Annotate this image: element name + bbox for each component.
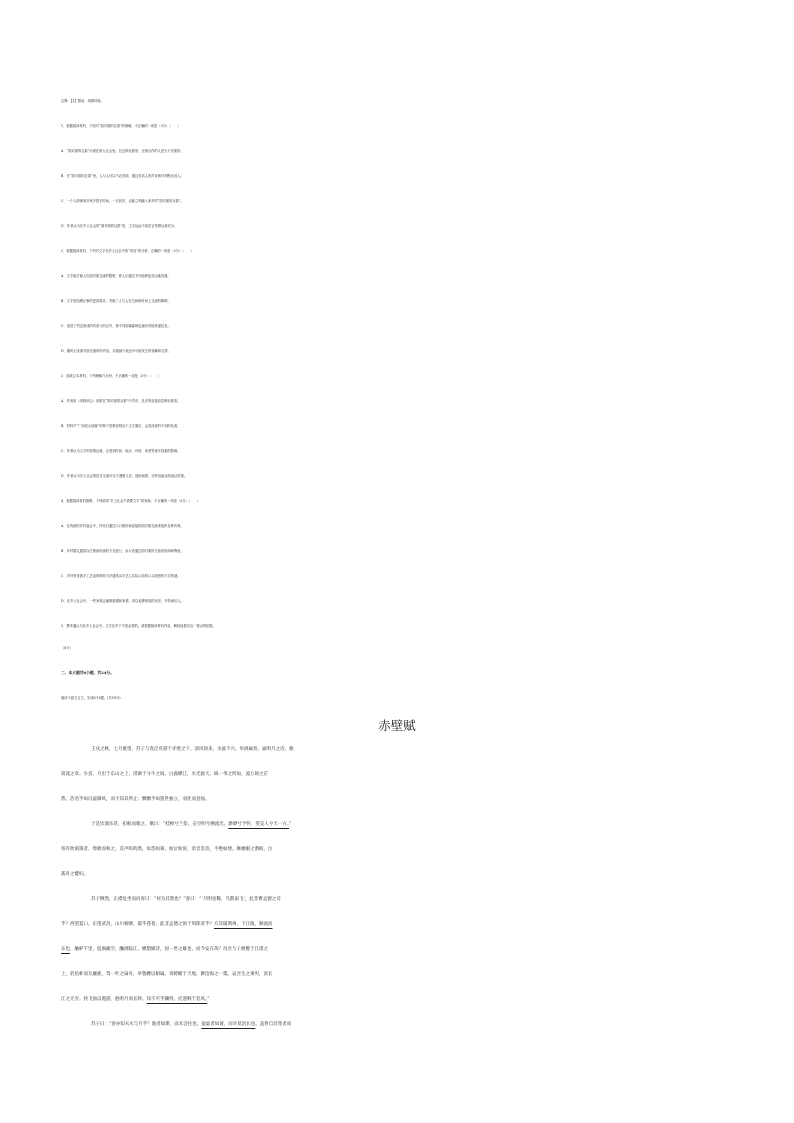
passage-text: 于是饮酒乐甚，扣舷而歌之。歌曰：“桂棹兮兰桨，击空明兮溯流光。: [91, 822, 229, 827]
q3-option-a: A．作者用《项脊轩志》说明在“面对面的社群”中声音、足音等直接信息辨识度高。: [61, 399, 181, 403]
passage-text: ”: [207, 997, 210, 1002]
note: 注释：【1】圆局：周围环境。: [61, 99, 104, 103]
passage-line: [61, 916, 741, 934]
underlined-sentence: 渺渺兮予怀，望美人兮天一方。: [228, 822, 290, 827]
section-heading: 二、本大题共6小题，共24分。: [61, 670, 114, 675]
underlined-sentence: 东也: [61, 947, 70, 952]
passage-line: [61, 941, 741, 959]
passage-line: 苏子愀然，正襟危坐而问客曰：“何为其然也？”客曰：“‘月明星稀，乌鹊南飞’，此非曹孟德之诗: [91, 897, 281, 902]
q2-option-d: D．随时记录面对面交流时的内容，以便减少表达中可能发生的误解和走样。: [61, 349, 171, 353]
q5-stem: 5．费孝通认为在乡土社会中，文字在乡下不是必需的。请根据阅读材料内容，概括他提出这一观点的依据。: [61, 624, 216, 628]
q3-option-d: D．作者认为乡土社会的语言交流可以不遵循文法，借助表情、动作也能达到表达效果。: [61, 474, 188, 478]
q3-option-c: C．作者认为文字的传情达意，会受到时间、地点、环境、读者等诸多因素的影响。: [61, 449, 181, 453]
q3-stem: 3．阅读文本材料，下列理解与分析，不正确的一项是（3分）（ ）: [61, 374, 162, 378]
q3-option-b: B．材料中“广西瑶山部落”的例子是要说明由于文字落后，会造成意料不到的危害。: [61, 424, 181, 428]
q4-option-a: A．在传统的乡村庙会中，村民们通过口口相传和直接的面对面交流来组织各种庆典。: [61, 524, 184, 528]
passage-text: 乎？西望夏口，东望武昌，山川相缪，郁乎苍苍，此非孟德之困于周郎者乎？: [61, 922, 214, 927]
q2-stem: 2．根据阅读材料，下列对文字在乡土社会中的“用处”的分析，正确的一项是（3分）（ ）: [61, 249, 194, 253]
passage-line: 然。浩浩乎如冯虚御风，而不知其所止；飘飘乎如遗世独立，羽化而登仙。: [61, 797, 210, 802]
q2-option-a: A．文字能打破人们面对面交流的限制，使人们通过书写能够更灵活地沟通。: [61, 274, 171, 278]
q4-option-d: D．在乡土社会中，一些家族会编制族谱和家谱，用以追溯家族的历史，并传承后人。: [61, 599, 184, 603]
passage-line: 窈窕之章。少焉，月出于东山之上，徘徊于斗牛之间。白露横江，水光接天。纵一苇之所如，凌万顷之茫: [61, 772, 268, 777]
q5-points: （6分）: [61, 646, 73, 650]
passage-line: [91, 816, 741, 834]
passage-text: 苏子曰：“客亦知夫水与月乎？逝者如斯，而未尝往也；: [91, 1022, 202, 1027]
q1-option-b: B．在“面对面的社群”里，人与人可以不必见面，通过说话人的声音就可判断出其人。: [61, 174, 184, 178]
passage-line: 上，侣鱼虾而友麋鹿，驾一叶之扁舟，举匏樽以相属。寄蜉蝣于天地，渺沧海之一粟。哀吾生之须臾，羡长: [61, 972, 273, 977]
passage-line: 壬戌之秋，七月既望，苏子与客泛舟游于赤壁之下。清风徐来，水波不兴。举酒属客，诵明月之诗，歌: [91, 747, 294, 752]
q4-stem: 4．根据阅读材料推断，下列说明“乡土社会不需要文字”的现象，不正确的一项是（3分）（ ）: [61, 499, 201, 503]
q2-option-b: B．文字是结绳记事的更高需求，突破了人与人在空间和时间上交流的障碍。: [61, 299, 171, 303]
passage-text: ”: [289, 822, 292, 827]
section-instruction: 阅读下面文言文，完成6-10题。(共18分): [61, 696, 121, 700]
passage-line: [91, 1016, 741, 1034]
passage-line: 孤舟之嫠妇。: [61, 872, 88, 877]
q4-option-c: C．乡村里传统手工艺品的制作方法通常由手艺人实际示范和口头面授的方式传递。: [61, 574, 181, 578]
q1-option-c: C．一个人即使离开家乡很长时间，一旦回乡，也能立刻融入家乡的“面对面的社群”。: [61, 199, 184, 203]
underlined-sentence: 盈虚者如彼，而卒莫消长也: [201, 1022, 256, 1027]
q1-option-d: D．作者认为在乡土社会的“面对面的社群”里，文字远远不如语言传情达意充分。: [61, 224, 178, 228]
passage-line: [61, 991, 741, 1009]
underlined-sentence: 方其破荆州，下江陵，顺流而: [214, 922, 273, 927]
passage-text: 。盖将自其变者而: [255, 1022, 292, 1027]
q2-option-c: C．创造了约定俗成的有意义的记号，使不同部落能够迅速有效地传递信息。: [61, 324, 171, 328]
passage-text: ，舳舻千里，旌旗蔽空，酾酒临江，横槊赋诗，固一世之雄也，而今安在哉？况吾与子渔樵于江渚之: [70, 947, 268, 952]
underlined-sentence: 知不可乎骤得，托遗响于悲风。: [146, 997, 208, 1002]
passage-line: 客有吹洞箫者，倚歌而和之。其声呜呜然，如怨如慕，如泣如诉，余音袅袅，不绝如缕。舞幽壑之潜蛟，泣: [61, 847, 273, 852]
q4-option-b: B．乡村婚礼通常以庄重而传统的方式进行，参与者通过面对面的交流来协商和筹备。: [61, 549, 184, 553]
passage-text: 江之无穷。挟飞仙以遨游，抱明月而长终。: [61, 997, 147, 1002]
q1-option-a: A．“面对面的社群”出现在熟人社会里。在这种社群里，互相合作的人是天天见面的。: [61, 149, 184, 153]
q1-stem: 1．根据阅读材料，下面对“面对面的社群”的理解，不正确的一项是（3分）（ ）: [61, 124, 181, 128]
passage-title: 赤壁赋: [378, 718, 416, 733]
